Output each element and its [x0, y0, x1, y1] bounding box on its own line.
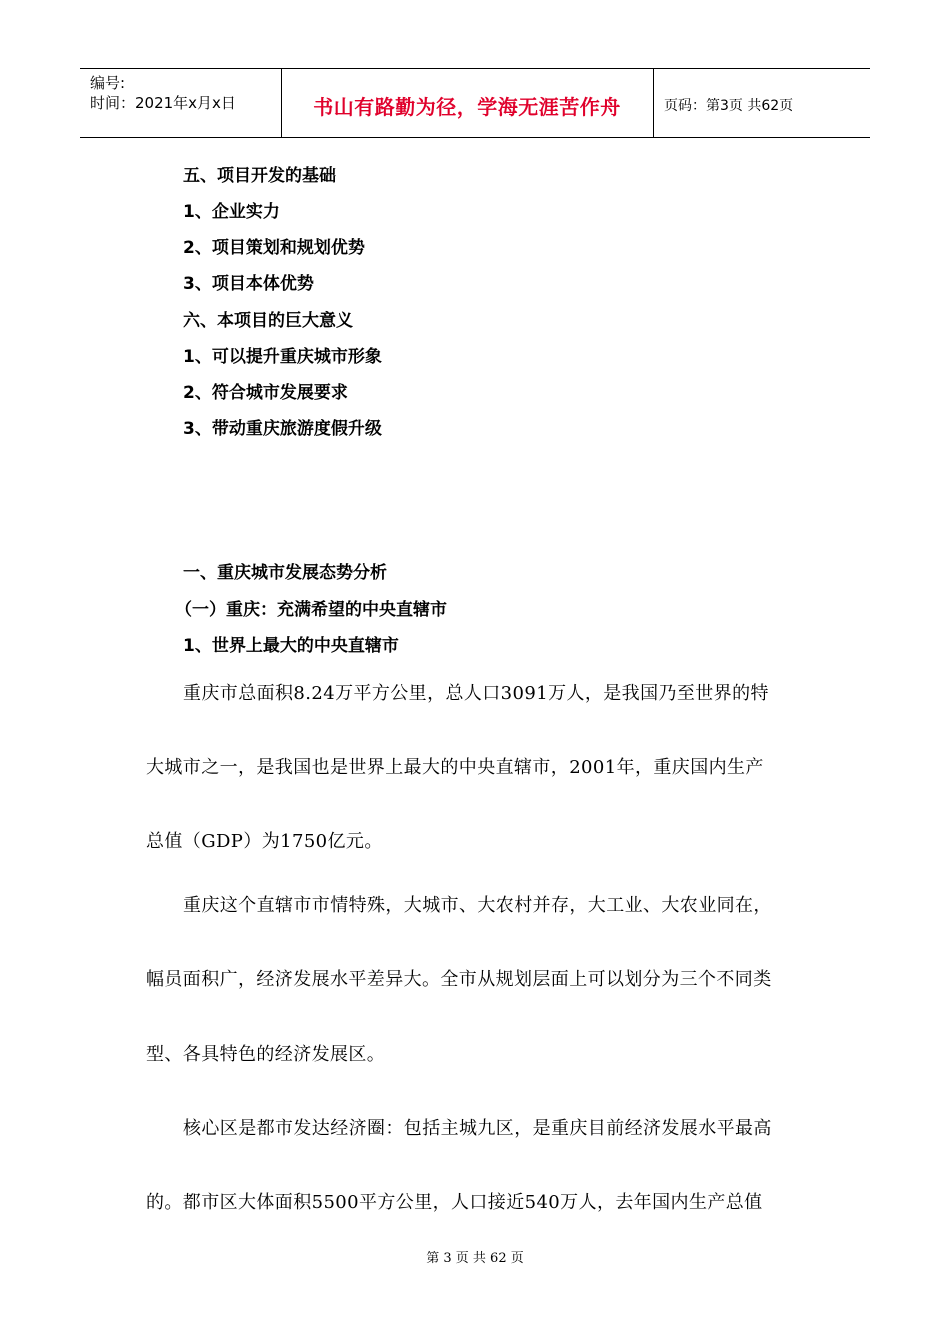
outline-item-5-2: 2、项目策划和规划优势: [183, 238, 365, 258]
paragraph-1-line-2: 大城市之一，是我国也是世界上最大的中央直辖市，2001年，重庆国内生产: [146, 757, 764, 778]
header-page-cell: [654, 69, 870, 137]
page-code: 页码：第3页 共62页: [664, 98, 794, 114]
number-label: 编号:: [90, 74, 126, 92]
page-footer: 第 3 页 共 62 页: [426, 1251, 524, 1266]
outline-item-5-1: 1、企业实力: [183, 202, 280, 222]
motto-text: 书山有路勤为径，学海无涯苦作舟: [313, 95, 621, 119]
paragraph-1-line-1: 重庆市总面积8.24万平方公里，总人口3091万人，是我国乃至世界的特: [183, 683, 769, 704]
heading-level-1: 一、重庆城市发展态势分析: [183, 563, 387, 583]
paragraph-3-line-1: 核心区是都市发达经济圈：包括主城九区，是重庆目前经济发展水平最高: [183, 1118, 772, 1139]
paragraph-2-line-2: 幅员面积广，经济发展水平差异大。全市从规划层面上可以划分为三个不同类: [146, 969, 772, 990]
paragraph-3-line-2: 的。都市区大体面积5500平方公里，人口接近540万人，去年国内生产总值: [146, 1192, 763, 1213]
paragraph-1-line-3: 总值（GDP）为1750亿元。: [146, 831, 383, 852]
header-info-cell: [80, 69, 282, 137]
paragraph-2-line-3: 型、各具特色的经济发展区。: [146, 1044, 386, 1065]
outline-section-5: 五、项目开发的基础: [183, 166, 336, 186]
outline-item-6-2: 2、符合城市发展要求: [183, 383, 348, 403]
heading-level-2: （一）重庆：充满希望的中央直辖市: [175, 600, 447, 620]
paragraph-2-line-1: 重庆这个直辖市市情特殊，大城市、大农村并存，大工业、大农业同在，: [183, 895, 772, 916]
heading-level-3: 1、世界上最大的中央直辖市: [183, 636, 399, 656]
outline-item-6-3: 3、带动重庆旅游度假升级: [183, 419, 382, 439]
outline-section-6: 六、本项目的巨大意义: [183, 311, 353, 331]
outline-item-5-3: 3、项目本体优势: [183, 274, 314, 294]
time-label: 时间：2021年x月x日: [90, 94, 236, 112]
header-motto-cell: [281, 69, 654, 137]
document-header: [80, 68, 870, 138]
outline-item-6-1: 1、可以提升重庆城市形象: [183, 347, 382, 367]
